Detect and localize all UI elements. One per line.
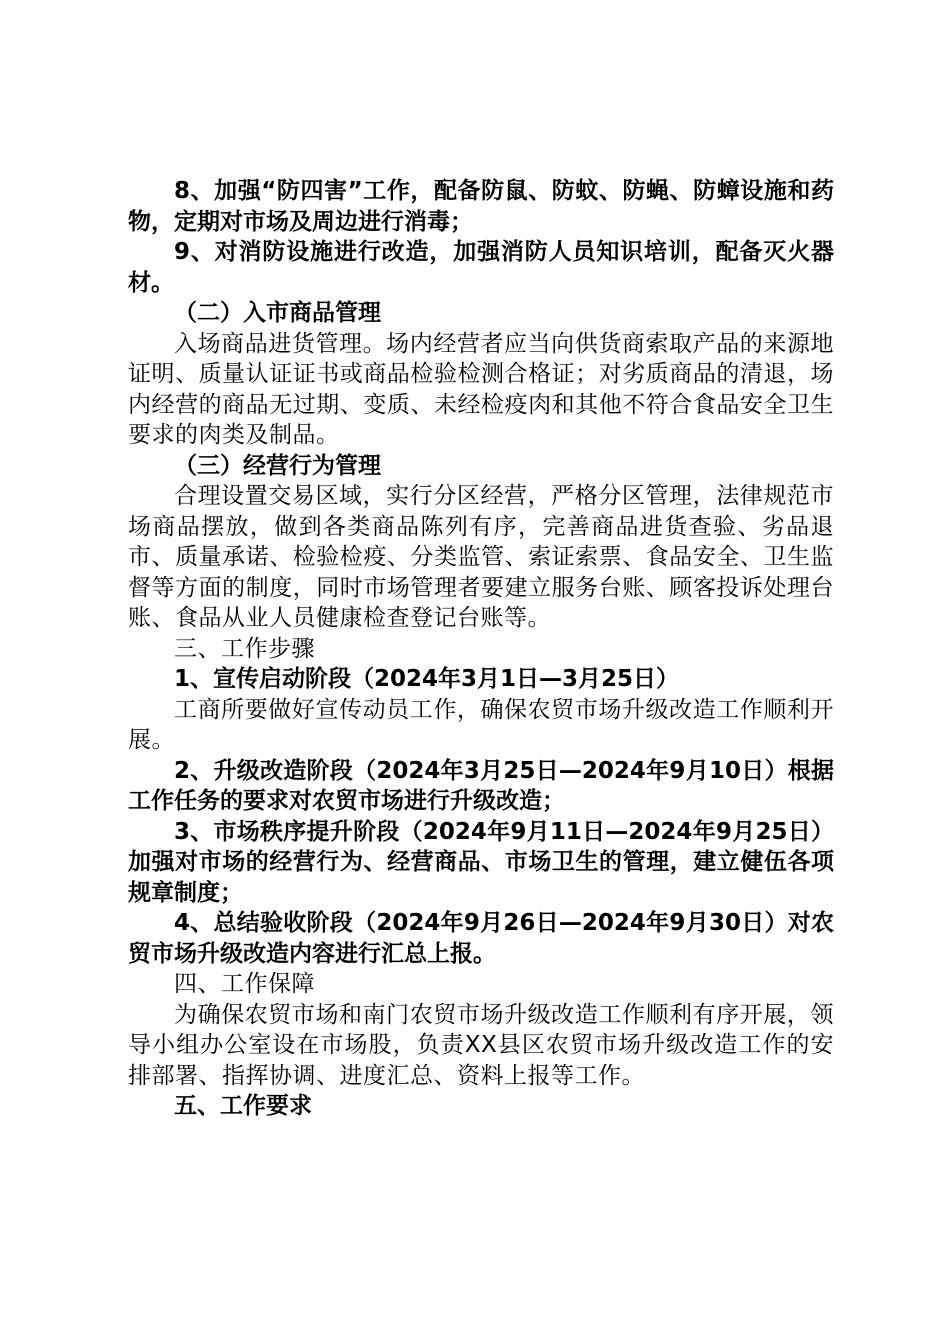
document-body [128,176,834,1122]
step-3-order: 3、市场秩序提升阶段（2024年9月11日—2024年9月25日）加强对市场的经营行为、经营商品、市场卫生的管理，建立健伍各项规章制度； [128,818,834,906]
section-heading-requirements: 五、工作要求 [174,1093,312,1119]
section-heading-guarantee: 四、工作保障 [174,971,315,997]
paragraph-guarantee: 为确保农贸市场和南门农贸市场升级改造工作顺利有序开展，领导小组办公室设在市场股，负责XX县区农贸市场升级改造工作的安排部署、指挥协调、进度汇总、资料上报等工作。 [128,1001,834,1089]
section-heading-market-goods: （二）入市商品管理 [174,300,381,326]
step-2-upgrade: 2、升级改造阶段（2024年3月25日—2024年9月10日）根据工作任务的要求对农贸市场进行升级改造； [128,757,834,814]
paragraph-business-conduct: 合理设置交易区域，实行分区经营，严格分区管理，法律规范市场商品摆放，做到各类商品陈列有序，完善商品进货查验、劣品退市、质量承诺、检验检疫、分类监管、索证索票、食品安全、卫生监督等方面的制度，同时市场管理者要建立服务台账、顾客投诉处理台账、食品从业人员健康检查登记台账等。 [128,483,834,631]
paragraph-item-9: 9、对消防设施进行改造，加强消防人员知识培训，配备灭火器材。 [128,239,834,296]
section-heading-business-conduct: （三）经营行为管理 [174,452,381,479]
section-heading-work-steps: 三、工作步骤 [174,635,315,662]
paragraph-item-8: 8、加强“防四害”工作，配备防鼠、防蚊、防蝇、防蟑设施和药物，定期对市场及周边进行消毒； [128,178,834,235]
paragraph-step-1: 工商所要做好宣传动员工作，确保农贸市场升级改造工作顺利开展。 [128,696,834,753]
step-4-acceptance: 4、总结验收阶段（2024年9月26日—2024年9月30日）对农贸市场升级改造内容进行汇总上报。 [128,910,834,967]
step-1-publicity: 1、宣传启动阶段（2024年3月1日—3月25日） [174,666,680,692]
paragraph-goods-management: 入场商品进货管理。场内经营者应当向供货商索取产品的来源地证明、质量认证证书或商品检验检测合格证；对劣质商品的清退，场内经营的商品无过期、变质、未经检疫肉和其他不符合食品安全卫生要求的肉类及制品。 [128,330,834,448]
